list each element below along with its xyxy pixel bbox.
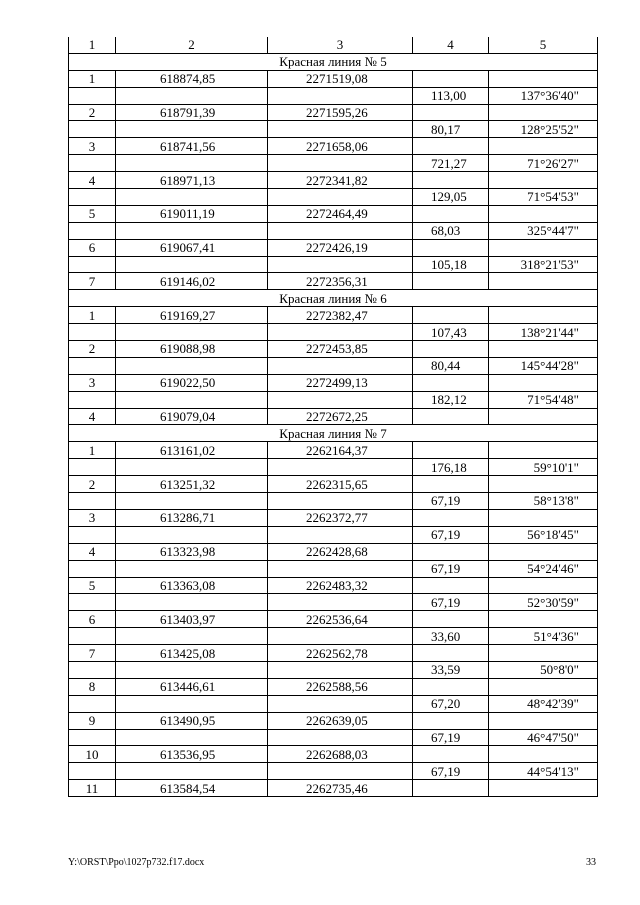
coordinate-x: 619079,04 — [116, 408, 268, 425]
coordinate-x: 613536,95 — [116, 746, 268, 763]
empty-cell — [268, 763, 413, 780]
direction-angle: 71°54'53" — [489, 189, 598, 206]
point-row — [69, 104, 598, 121]
point-number: 2 — [69, 104, 116, 121]
empty-cell — [69, 729, 116, 746]
empty-cell — [413, 374, 489, 391]
segment-row — [69, 594, 598, 611]
empty-cell — [489, 307, 598, 324]
empty-cell — [69, 628, 116, 645]
column-number: 2 — [116, 37, 268, 53]
coordinates-table — [68, 37, 598, 797]
point-number: 7 — [69, 645, 116, 662]
empty-cell — [413, 205, 489, 222]
coordinate-x: 618874,85 — [116, 70, 268, 87]
empty-cell — [413, 780, 489, 797]
segment-length: 68,03 — [413, 222, 489, 239]
direction-angle: 46°47'50" — [489, 729, 598, 746]
empty-cell — [413, 712, 489, 729]
empty-cell — [489, 138, 598, 155]
segment-length: 105,18 — [413, 256, 489, 273]
empty-cell — [489, 408, 598, 425]
column-number: 5 — [489, 37, 598, 53]
empty-cell — [489, 746, 598, 763]
empty-cell — [69, 695, 116, 712]
coordinate-y: 2262536,64 — [268, 611, 413, 628]
coordinate-x: 613425,08 — [116, 645, 268, 662]
empty-cell — [268, 729, 413, 746]
empty-cell — [413, 239, 489, 256]
segment-length: 33,60 — [413, 628, 489, 645]
coordinate-x: 619146,02 — [116, 273, 268, 290]
empty-cell — [116, 661, 268, 678]
coordinate-x: 619088,98 — [116, 341, 268, 358]
point-number: 4 — [69, 543, 116, 560]
empty-cell — [268, 357, 413, 374]
segment-row — [69, 729, 598, 746]
segment-length: 67,19 — [413, 560, 489, 577]
coordinate-x: 618741,56 — [116, 138, 268, 155]
point-row — [69, 205, 598, 222]
empty-cell — [489, 611, 598, 628]
empty-cell — [489, 239, 598, 256]
segment-row — [69, 87, 598, 104]
segment-row — [69, 560, 598, 577]
direction-angle: 137°36'40" — [489, 87, 598, 104]
point-row — [69, 780, 598, 797]
coordinate-y: 2262735,46 — [268, 780, 413, 797]
segment-row — [69, 628, 598, 645]
empty-cell — [116, 729, 268, 746]
empty-cell — [489, 70, 598, 87]
section-row — [69, 425, 598, 442]
coordinate-y: 2262639,05 — [268, 712, 413, 729]
empty-cell — [69, 121, 116, 138]
empty-cell — [413, 273, 489, 290]
empty-cell — [69, 256, 116, 273]
point-number: 3 — [69, 138, 116, 155]
coordinate-y: 2262315,65 — [268, 476, 413, 493]
segment-row — [69, 763, 598, 780]
segment-row — [69, 121, 598, 138]
empty-cell — [116, 222, 268, 239]
empty-cell — [413, 70, 489, 87]
empty-cell — [268, 189, 413, 206]
coordinate-y: 2271595,26 — [268, 104, 413, 121]
point-number: 8 — [69, 678, 116, 695]
point-row — [69, 577, 598, 594]
direction-angle: 54°24'46" — [489, 560, 598, 577]
direction-angle: 56°18'45" — [489, 526, 598, 543]
point-number: 3 — [69, 509, 116, 526]
section-title: Красная линия № 5 — [69, 53, 598, 70]
point-row — [69, 543, 598, 560]
point-row — [69, 307, 598, 324]
empty-cell — [268, 459, 413, 476]
coordinate-x: 619022,50 — [116, 374, 268, 391]
point-row — [69, 239, 598, 256]
segment-length: 67,19 — [413, 526, 489, 543]
empty-cell — [489, 543, 598, 560]
point-row — [69, 172, 598, 189]
segment-length: 80,44 — [413, 357, 489, 374]
coordinate-x: 613323,98 — [116, 543, 268, 560]
empty-cell — [69, 155, 116, 172]
empty-cell — [268, 155, 413, 172]
empty-cell — [489, 172, 598, 189]
point-number: 3 — [69, 374, 116, 391]
empty-cell — [69, 459, 116, 476]
segment-length: 129,05 — [413, 189, 489, 206]
coordinate-x: 618791,39 — [116, 104, 268, 121]
empty-cell — [69, 763, 116, 780]
empty-cell — [268, 324, 413, 341]
empty-cell — [489, 341, 598, 358]
empty-cell — [116, 391, 268, 408]
coordinate-x: 613251,32 — [116, 476, 268, 493]
empty-cell — [489, 205, 598, 222]
point-row — [69, 712, 598, 729]
point-row — [69, 746, 598, 763]
coordinate-y: 2262483,32 — [268, 577, 413, 594]
empty-cell — [489, 104, 598, 121]
empty-cell — [268, 87, 413, 104]
empty-cell — [489, 442, 598, 459]
coordinate-x: 619169,27 — [116, 307, 268, 324]
coordinate-x: 613286,71 — [116, 509, 268, 526]
section-row — [69, 290, 598, 307]
point-row — [69, 70, 598, 87]
point-number: 9 — [69, 712, 116, 729]
coordinate-y: 2272464,49 — [268, 205, 413, 222]
empty-cell — [413, 645, 489, 662]
empty-cell — [413, 746, 489, 763]
empty-cell — [413, 543, 489, 560]
coordinate-y: 2272453,85 — [268, 341, 413, 358]
empty-cell — [116, 763, 268, 780]
empty-cell — [489, 712, 598, 729]
coordinate-x: 613446,61 — [116, 678, 268, 695]
segment-length: 33,59 — [413, 661, 489, 678]
empty-cell — [69, 87, 116, 104]
empty-cell — [413, 172, 489, 189]
empty-cell — [268, 526, 413, 543]
coordinate-y: 2262588,56 — [268, 678, 413, 695]
point-number: 5 — [69, 577, 116, 594]
coordinate-y: 2272341,82 — [268, 172, 413, 189]
segment-row — [69, 256, 598, 273]
empty-cell — [413, 611, 489, 628]
direction-angle: 318°21'53" — [489, 256, 598, 273]
point-row — [69, 341, 598, 358]
segment-length: 67,19 — [413, 729, 489, 746]
point-row — [69, 374, 598, 391]
empty-cell — [268, 695, 413, 712]
segment-row — [69, 155, 598, 172]
coordinate-x: 613161,02 — [116, 442, 268, 459]
point-number: 1 — [69, 307, 116, 324]
empty-cell — [116, 560, 268, 577]
segment-length: 721,27 — [413, 155, 489, 172]
empty-cell — [268, 256, 413, 273]
empty-cell — [116, 121, 268, 138]
direction-angle: 71°54'48" — [489, 391, 598, 408]
point-row — [69, 408, 598, 425]
column-number: 3 — [268, 37, 413, 53]
coordinates-table-body — [69, 37, 598, 797]
empty-cell — [489, 273, 598, 290]
empty-cell — [69, 526, 116, 543]
empty-cell — [413, 138, 489, 155]
column-number-row — [69, 37, 598, 53]
point-number: 6 — [69, 611, 116, 628]
column-number: 1 — [69, 37, 116, 53]
point-number: 4 — [69, 172, 116, 189]
direction-angle: 58°13'8" — [489, 493, 598, 510]
empty-cell — [268, 222, 413, 239]
empty-cell — [413, 307, 489, 324]
coordinate-y: 2271658,06 — [268, 138, 413, 155]
direction-angle: 138°21'44" — [489, 324, 598, 341]
segment-length: 176,18 — [413, 459, 489, 476]
coordinate-y: 2271519,08 — [268, 70, 413, 87]
footer-file-path: Y:\ORST\Ppo\1027p732.f17.docx — [68, 857, 205, 868]
coordinate-x: 613363,08 — [116, 577, 268, 594]
segment-row — [69, 459, 598, 476]
coordinate-x: 619011,19 — [116, 205, 268, 222]
point-row — [69, 509, 598, 526]
coordinate-x: 613490,95 — [116, 712, 268, 729]
point-number: 7 — [69, 273, 116, 290]
coordinate-y: 2262562,78 — [268, 645, 413, 662]
empty-cell — [69, 493, 116, 510]
segment-length: 182,12 — [413, 391, 489, 408]
section-title: Красная линия № 6 — [69, 290, 598, 307]
direction-angle: 128°25'52" — [489, 121, 598, 138]
coordinate-y: 2272672,25 — [268, 408, 413, 425]
coordinate-y: 2262428,68 — [268, 543, 413, 560]
segment-length: 67,20 — [413, 695, 489, 712]
point-number: 2 — [69, 476, 116, 493]
point-number: 10 — [69, 746, 116, 763]
empty-cell — [268, 493, 413, 510]
point-number: 2 — [69, 341, 116, 358]
empty-cell — [489, 645, 598, 662]
page-number: 33 — [586, 857, 596, 868]
point-row — [69, 476, 598, 493]
coordinate-y: 2272356,31 — [268, 273, 413, 290]
coordinate-y: 2272426,19 — [268, 239, 413, 256]
empty-cell — [413, 408, 489, 425]
point-row — [69, 442, 598, 459]
point-number: 11 — [69, 780, 116, 797]
direction-angle: 145°44'28" — [489, 357, 598, 374]
empty-cell — [489, 678, 598, 695]
empty-cell — [116, 526, 268, 543]
coordinate-y: 2272499,13 — [268, 374, 413, 391]
direction-angle: 52°30'59" — [489, 594, 598, 611]
segment-row — [69, 526, 598, 543]
empty-cell — [268, 121, 413, 138]
empty-cell — [489, 780, 598, 797]
coordinate-y: 2262688,03 — [268, 746, 413, 763]
segment-row — [69, 324, 598, 341]
empty-cell — [489, 509, 598, 526]
empty-cell — [116, 695, 268, 712]
empty-cell — [116, 459, 268, 476]
empty-cell — [413, 509, 489, 526]
empty-cell — [116, 87, 268, 104]
segment-row — [69, 661, 598, 678]
empty-cell — [116, 357, 268, 374]
coordinate-y: 2272382,47 — [268, 307, 413, 324]
empty-cell — [69, 357, 116, 374]
empty-cell — [116, 628, 268, 645]
coordinate-x: 613403,97 — [116, 611, 268, 628]
coordinate-y: 2262164,37 — [268, 442, 413, 459]
coordinate-x: 618971,13 — [116, 172, 268, 189]
empty-cell — [489, 374, 598, 391]
column-number: 4 — [413, 37, 489, 53]
coordinate-x: 619067,41 — [116, 239, 268, 256]
empty-cell — [116, 493, 268, 510]
empty-cell — [413, 678, 489, 695]
point-row — [69, 138, 598, 155]
segment-length: 67,19 — [413, 493, 489, 510]
empty-cell — [413, 577, 489, 594]
section-title: Красная линия № 7 — [69, 425, 598, 442]
segment-row — [69, 695, 598, 712]
direction-angle: 50°8'0" — [489, 661, 598, 678]
segment-length: 67,19 — [413, 594, 489, 611]
point-row — [69, 645, 598, 662]
segment-length: 107,43 — [413, 324, 489, 341]
empty-cell — [116, 155, 268, 172]
empty-cell — [489, 476, 598, 493]
empty-cell — [413, 104, 489, 121]
empty-cell — [268, 560, 413, 577]
point-number: 6 — [69, 239, 116, 256]
empty-cell — [116, 256, 268, 273]
empty-cell — [268, 661, 413, 678]
empty-cell — [116, 189, 268, 206]
point-number: 1 — [69, 442, 116, 459]
direction-angle: 51°4'36" — [489, 628, 598, 645]
empty-cell — [69, 391, 116, 408]
coordinate-x: 613584,54 — [116, 780, 268, 797]
empty-cell — [413, 442, 489, 459]
segment-length: 113,00 — [413, 87, 489, 104]
empty-cell — [268, 594, 413, 611]
direction-angle: 48°42'39" — [489, 695, 598, 712]
segment-row — [69, 222, 598, 239]
point-row — [69, 611, 598, 628]
empty-cell — [69, 222, 116, 239]
section-row — [69, 53, 598, 70]
empty-cell — [69, 661, 116, 678]
direction-angle: 71°26'27" — [489, 155, 598, 172]
segment-row — [69, 493, 598, 510]
direction-angle: 44°54'13" — [489, 763, 598, 780]
empty-cell — [413, 341, 489, 358]
empty-cell — [268, 628, 413, 645]
empty-cell — [268, 391, 413, 408]
point-number: 5 — [69, 205, 116, 222]
segment-row — [69, 357, 598, 374]
empty-cell — [69, 560, 116, 577]
segment-length: 67,19 — [413, 763, 489, 780]
point-number: 1 — [69, 70, 116, 87]
direction-angle: 325°44'7" — [489, 222, 598, 239]
point-row — [69, 273, 598, 290]
point-number: 4 — [69, 408, 116, 425]
segment-row — [69, 391, 598, 408]
empty-cell — [116, 594, 268, 611]
point-row — [69, 678, 598, 695]
empty-cell — [413, 476, 489, 493]
empty-cell — [489, 577, 598, 594]
empty-cell — [116, 324, 268, 341]
coordinate-y: 2262372,77 — [268, 509, 413, 526]
empty-cell — [69, 189, 116, 206]
empty-cell — [69, 324, 116, 341]
segment-row — [69, 189, 598, 206]
direction-angle: 59°10'1" — [489, 459, 598, 476]
empty-cell — [69, 594, 116, 611]
segment-length: 80,17 — [413, 121, 489, 138]
